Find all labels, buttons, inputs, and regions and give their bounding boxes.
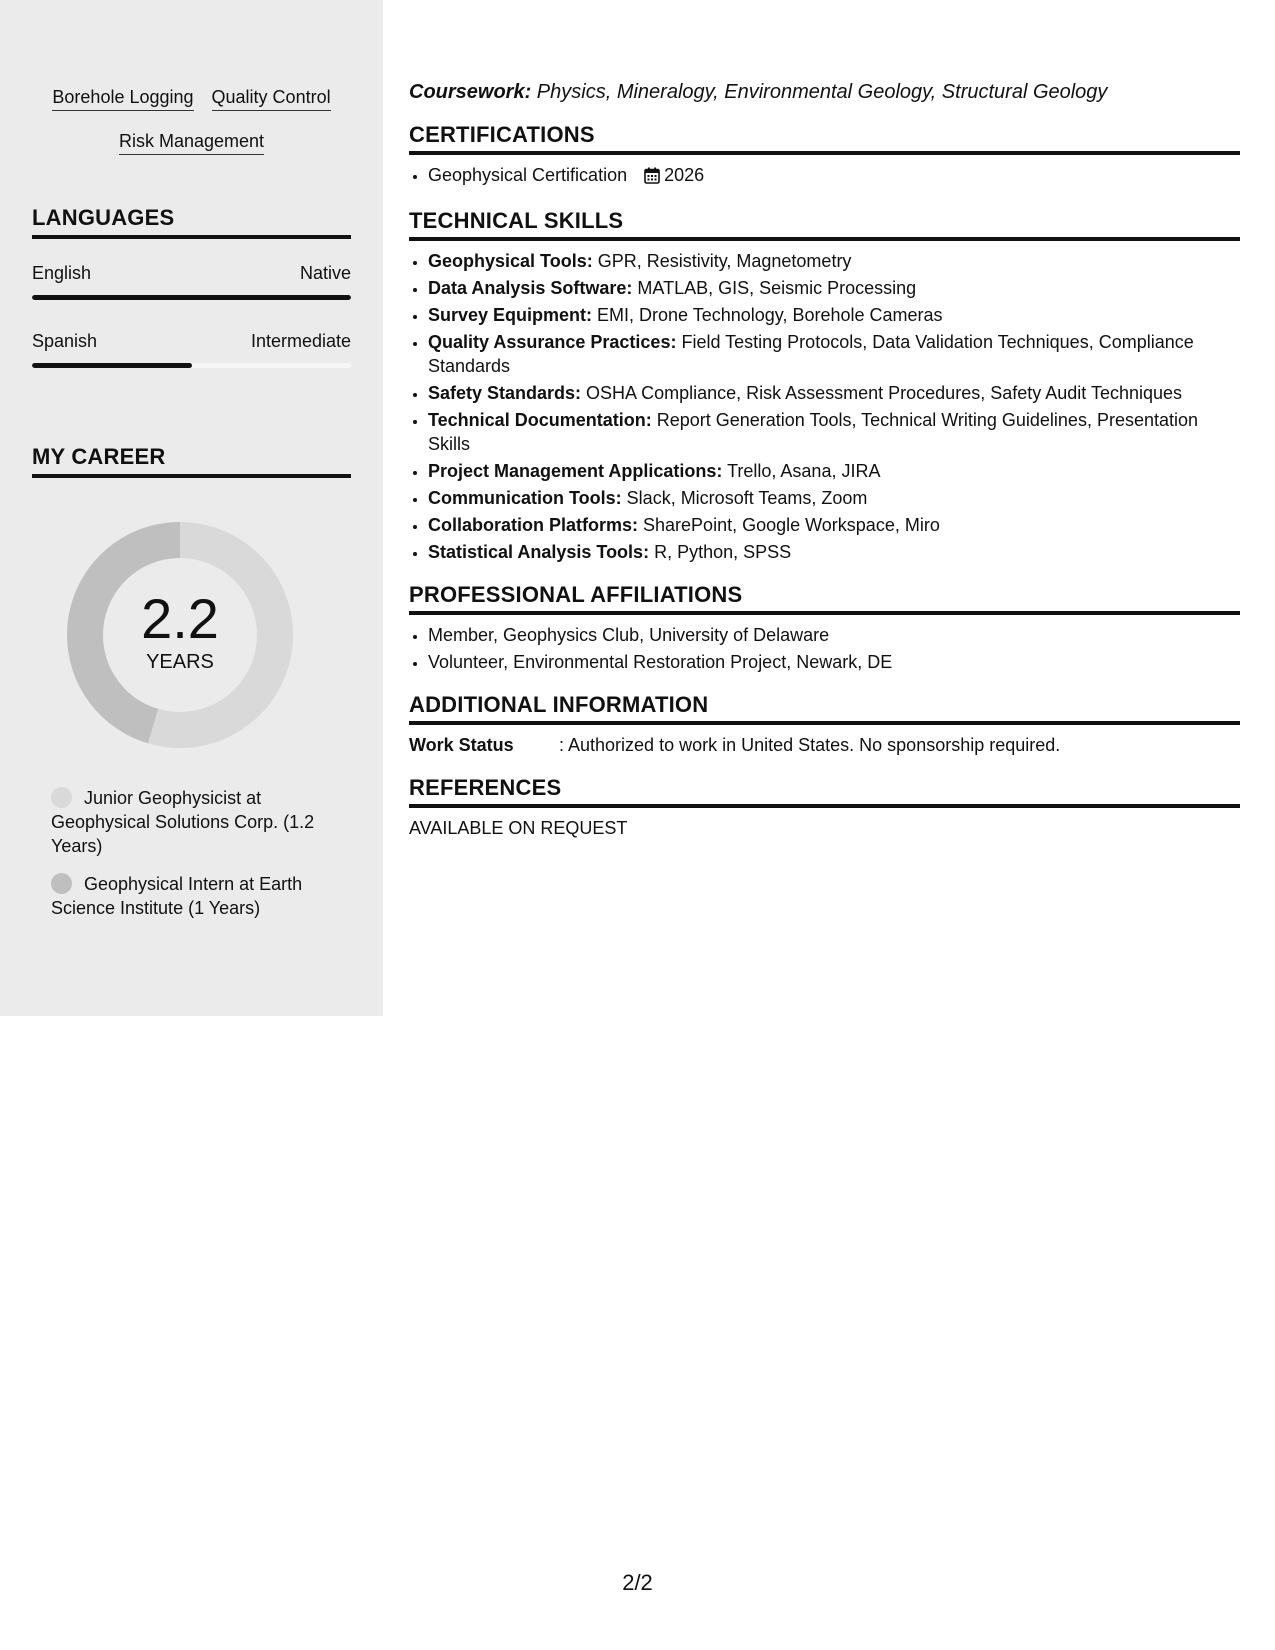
skill-text: GPR, Resistivity, Magnetometry xyxy=(592,251,852,271)
skill-label: Survey Equipment: xyxy=(428,305,593,325)
skill-label: Safety Standards: xyxy=(428,383,582,403)
language-proficiency-bar xyxy=(32,295,351,300)
technical-skills-list xyxy=(409,249,1240,564)
skill-item xyxy=(428,513,1240,537)
certifications-list xyxy=(409,163,1240,190)
skill-label: Project Management Applications: xyxy=(428,461,723,481)
language-level: Native xyxy=(299,263,351,283)
affiliation-item: • Member, Geophysics Club, University of Delaware xyxy=(428,623,1240,647)
skill-label: Technical Documentation: xyxy=(428,410,652,430)
languages-heading: LANGUAGES xyxy=(32,205,351,239)
skill-tag: Quality Control xyxy=(212,86,331,111)
skill-label: Geophysical Tools: xyxy=(428,251,593,271)
language-proficiency-bar xyxy=(32,363,351,368)
skill-item xyxy=(428,303,1240,327)
certification-item xyxy=(428,163,1240,190)
skill-item xyxy=(428,540,1240,564)
skill-text: SharePoint, Google Workspace, Miro xyxy=(638,515,940,535)
career-item-label: Geophysical Intern at Earth Science Institute (1 Years) xyxy=(51,874,303,918)
language-proficiency-fill xyxy=(32,295,351,300)
work-status-value: : Authorized to work in United States. No sponsorship required. xyxy=(559,735,1061,755)
additional-info-section xyxy=(409,692,1240,757)
career-item-label: Junior Geophysicist at Geophysical Solutions Corp. (1.2 Years) xyxy=(51,788,315,856)
skill-label: Quality Assurance Practices: xyxy=(428,332,677,352)
language-proficiency-fill xyxy=(32,363,192,368)
additional-info-heading: ADDITIONAL INFORMATION xyxy=(409,692,1240,725)
skill-item xyxy=(428,459,1240,483)
skill-tags xyxy=(32,86,351,155)
career-donut-chart xyxy=(67,522,293,748)
affiliations-section xyxy=(409,582,1240,674)
skill-tag: Risk Management xyxy=(119,130,264,155)
affiliation-item: • Volunteer, Environmental Restoration Project, Newark, DE xyxy=(428,650,1240,674)
certification-year: 2026 xyxy=(664,165,705,185)
skill-text: Field Testing Protocols, Data Validation Techniques, Compliance Standards xyxy=(428,332,1194,376)
career-legend-item xyxy=(51,872,341,920)
certification-name: Geophysical Certification xyxy=(428,165,628,185)
skill-text: R, Python, SPSS xyxy=(649,542,792,562)
affiliations-heading: PROFESSIONAL AFFILIATIONS xyxy=(409,582,1240,615)
skill-item xyxy=(428,408,1240,456)
language-name: English xyxy=(32,263,92,283)
certifications-heading: CERTIFICATIONS xyxy=(409,122,1240,155)
coursework xyxy=(409,80,1240,104)
career-donut-center xyxy=(67,522,293,748)
sidebar xyxy=(0,0,383,1016)
affiliations-list xyxy=(409,623,1240,674)
language-item xyxy=(32,262,351,300)
career-total-unit: YEARS xyxy=(146,650,214,673)
skill-text: OSHA Compliance, Risk Assessment Procedures, Safety Audit Techniques xyxy=(581,383,1183,403)
skill-text: Report Generation Tools, Technical Writing Guidelines, Presentation Skills xyxy=(428,410,1199,454)
career-total-years: 2.2 xyxy=(141,586,219,650)
technical-skills-heading: TECHNICAL SKILLS xyxy=(409,208,1240,241)
skill-label: Collaboration Platforms: xyxy=(428,515,639,535)
skill-item xyxy=(428,330,1240,378)
references-text: AVAILABLE ON REQUEST xyxy=(409,818,628,838)
career-legend xyxy=(51,786,341,920)
career-legend-item xyxy=(51,786,341,858)
calendar-icon xyxy=(644,166,660,190)
career-heading: MY CAREER xyxy=(32,444,351,478)
skill-tag: Borehole Logging xyxy=(52,86,193,111)
references-heading: REFERENCES xyxy=(409,775,1240,808)
skill-label: Statistical Analysis Tools: xyxy=(428,542,650,562)
technical-skills-section xyxy=(409,208,1240,564)
skill-item xyxy=(428,381,1240,405)
skill-text: MATLAB, GIS, Seismic Processing xyxy=(632,278,917,298)
skill-item xyxy=(428,276,1240,300)
language-item xyxy=(32,330,351,368)
skill-item xyxy=(428,249,1240,273)
main-content xyxy=(409,0,1240,839)
language-level: Intermediate xyxy=(250,331,351,351)
skill-label: Data Analysis Software: xyxy=(428,278,633,298)
work-status-row xyxy=(409,733,1240,757)
legend-dot-icon xyxy=(51,787,72,808)
legend-dot-icon xyxy=(51,873,72,894)
coursework-text: Physics, Mineralogy, Environmental Geology, Structural Geology xyxy=(531,81,1108,103)
skill-text: Slack, Microsoft Teams, Zoom xyxy=(621,488,868,508)
skill-item xyxy=(428,486,1240,510)
work-status-label: Work Status xyxy=(409,735,514,755)
language-name: Spanish xyxy=(32,331,98,351)
certifications-section xyxy=(409,122,1240,190)
page-number: 2/2 xyxy=(622,1570,653,1595)
coursework-label: Coursework: xyxy=(409,81,532,103)
skill-text: Trello, Asana, JIRA xyxy=(722,461,881,481)
skill-label: Communication Tools: xyxy=(428,488,622,508)
skill-text: EMI, Drone Technology, Borehole Cameras xyxy=(592,305,943,325)
references-section xyxy=(409,775,1240,839)
